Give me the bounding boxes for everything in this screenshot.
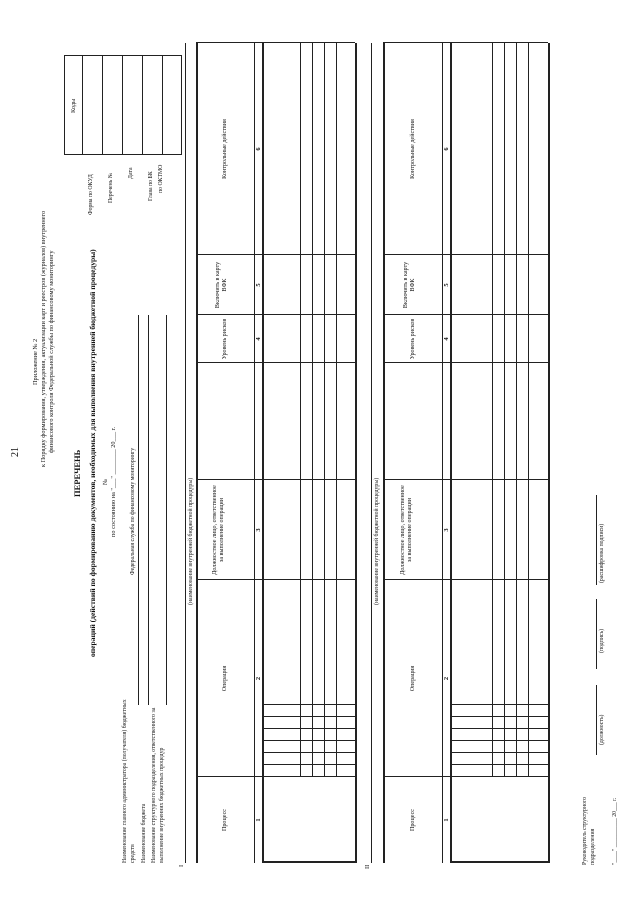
- procedure-caption-2: (наименование внутренней бюджетной процедуры): [374, 477, 380, 605]
- t1-colnum-4: 4: [255, 337, 262, 341]
- unit-label-2: выполнение внутренних бюджетных процедур: [159, 747, 165, 863]
- section-1-marker: I: [178, 864, 185, 867]
- t1-colnum-3: 3: [255, 528, 262, 532]
- t1-header-official: Должностное лицо, ответственное за выполнение операции: [212, 485, 226, 575]
- signature-decode-caption: (расшифровка подписи): [599, 523, 605, 583]
- signature-sign-caption: (подпись): [599, 628, 605, 653]
- budget-label: Наименование бюджета: [141, 803, 147, 863]
- t2-colnum-3: 3: [443, 528, 450, 532]
- admin-label-2: средств: [130, 844, 136, 863]
- code-list-number-label: Перечень №: [108, 172, 114, 203]
- date-line: по состоянию на "___" ________ 20___ г.: [110, 426, 117, 537]
- t1-colnum-6: 6: [255, 147, 262, 151]
- signature-position-caption: (должность): [599, 714, 605, 745]
- admin-label-1: Наименование главного администратора (получателя) бюджетных: [122, 699, 128, 863]
- section-2-marker: II: [364, 864, 371, 869]
- code-date-label: Дата: [128, 167, 134, 179]
- appendix-line-1: Приложение № 2: [32, 338, 39, 385]
- signature-date: "____" __________ 20___ г.: [612, 797, 618, 865]
- t1-colnum-5: 5: [255, 283, 262, 287]
- doc-title: ПЕРЕЧЕНЬ: [72, 449, 82, 497]
- signature-head-label-1: Руководитель структурного: [582, 796, 588, 865]
- t1-colnum-2: 2: [255, 676, 262, 681]
- page-number: 21: [10, 447, 21, 457]
- t2-colnum-6: 6: [443, 147, 450, 151]
- procedure-caption-1: (наименование внутренней бюджетной процедуры): [188, 477, 194, 605]
- t1-header-vfk: Включить в карту ВФК: [215, 261, 229, 309]
- doc-subtitle: операций (действий по формированию документов, необходимых для выполнения внутренней бюджетной процедуры): [88, 249, 97, 657]
- t2-header-risk: Уровень рисков: [410, 318, 416, 360]
- t2-colnum-2: 2: [443, 676, 450, 681]
- t1-header-control: Контрольные действия: [222, 119, 228, 179]
- appendix-line-2: к Порядку формирования, утверждения, актуализации карт и реестров (журналов) внутреннего: [40, 210, 47, 467]
- t1-header-risk: Уровень рисков: [222, 318, 228, 360]
- t2-header-process: Процесс: [410, 808, 416, 832]
- t2-header-operation: Операция: [410, 665, 416, 692]
- code-oktmo-label: по ОКТМО: [158, 164, 164, 193]
- appendix-line-3: финансового контроля Федеральной службы по финансовому мониторингу: [48, 250, 55, 453]
- t1-header-operation: Операция: [222, 665, 228, 692]
- t2-header-control: Контрольные действия: [410, 119, 416, 179]
- t1-header-process: Процесс: [222, 808, 228, 832]
- unit-label-1: Наименование структурного подразделения, ответственного за: [151, 707, 157, 863]
- code-bk-label: Глава по БК: [148, 171, 154, 201]
- t2-colnum-4: 4: [443, 337, 450, 341]
- t1-colnum-1: 1: [255, 818, 262, 822]
- signature-head-label-2: подразделения: [590, 828, 596, 865]
- number-line: №: [102, 478, 109, 485]
- codes-header: Коды: [70, 98, 77, 113]
- t2-colnum-5: 5: [443, 283, 450, 287]
- t2-header-official: Должностное лицо, ответственное за выполнение операции: [400, 485, 414, 575]
- t2-colnum-1: 1: [443, 818, 450, 822]
- code-okud-label: Форма по ОКУД: [88, 174, 94, 215]
- admin-value: Федеральная служба по финансовому мониторингу: [130, 447, 136, 575]
- t2-header-vfk: Включить в карту ВФК: [403, 261, 417, 309]
